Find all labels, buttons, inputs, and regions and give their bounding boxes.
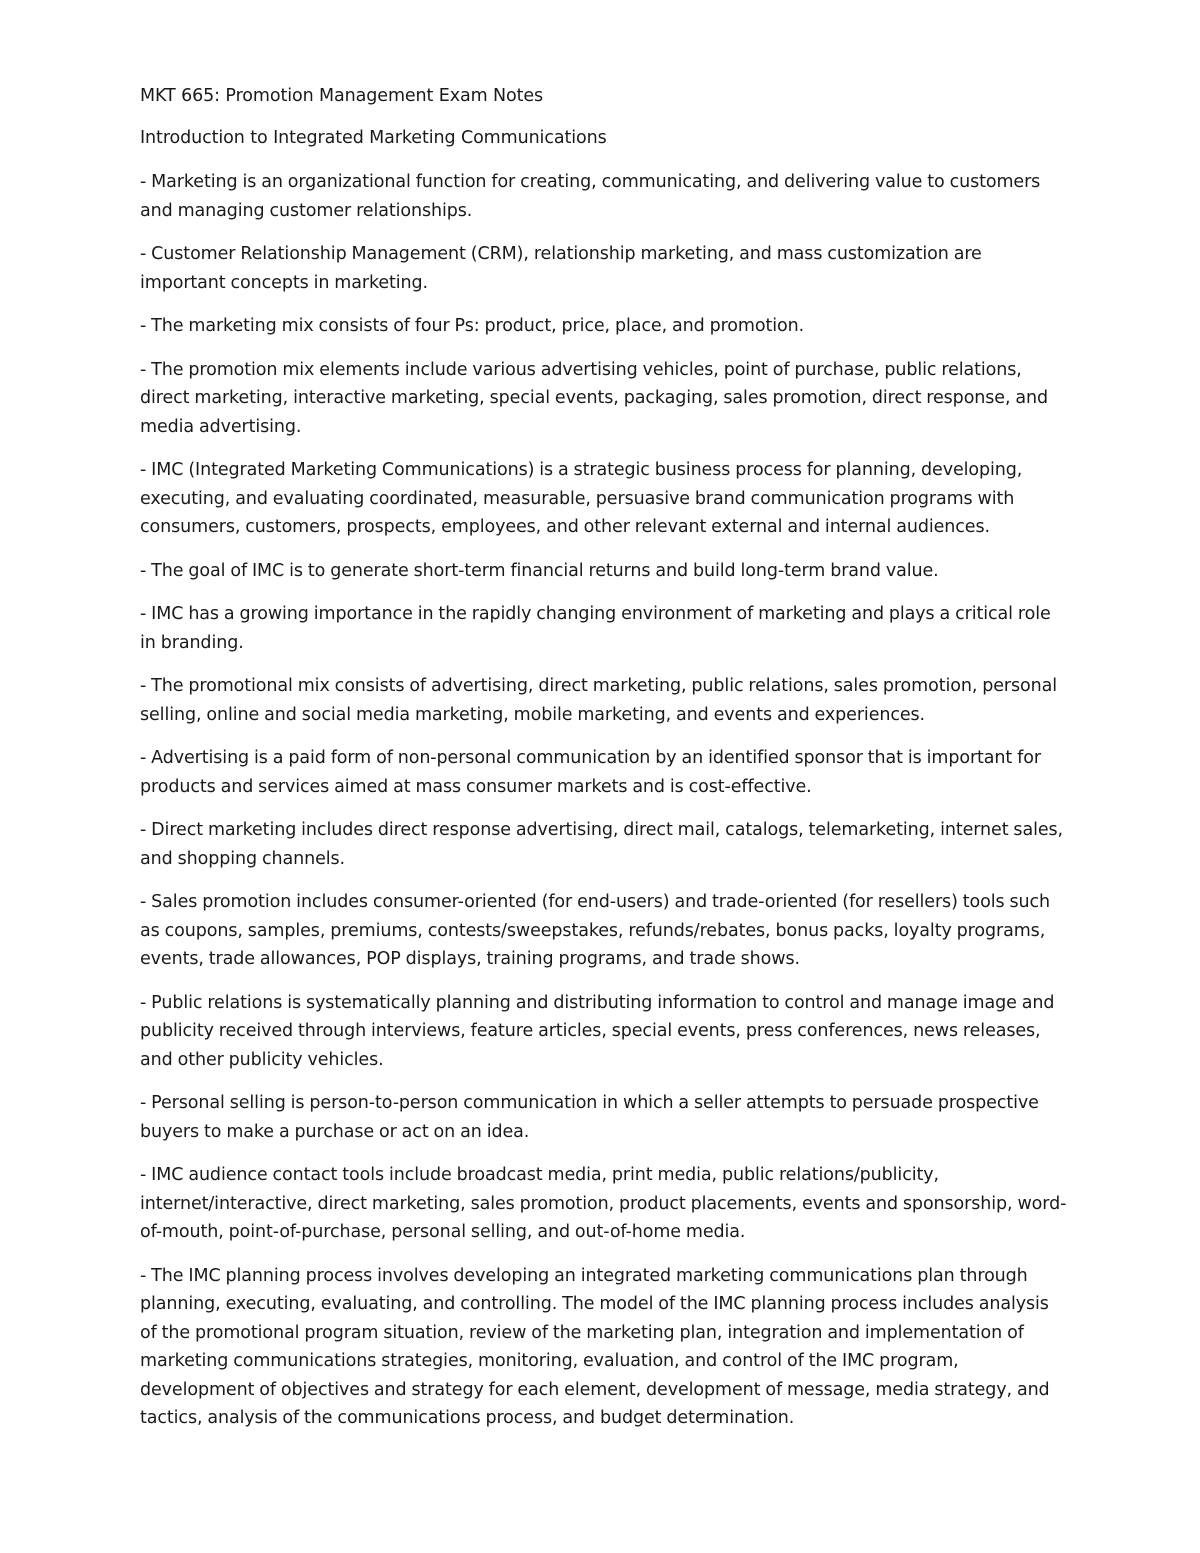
note-item: - Advertising is a paid form of non-personal communication by an identified sponsor that is important for products and services aimed at mass consumer markets and is cost-effective. [140,748,1041,797]
note-item: - The marketing mix consists of four Ps: product, price, place, and promotion. [140,316,805,336]
note-item: - Personal selling is person-to-person communication in which a seller attempts to persuade prospective buyers to make a purchase or act on an idea. [140,1093,1039,1142]
note-item: - IMC has a growing importance in the rapidly changing environment of marketing and plays a critical role in branding. [140,604,1051,653]
note-item: - The IMC planning process involves developing an integrated marketing communications plan through planning, executing, evaluating, and controlling. The model of the IMC planning process includes analysis of the promotional program situation, review of the marketing plan, integration and implementation of marketing communications strategies, monitoring, evaluation, and control of the IMC program, development of objectives and strategy for each element, development of message, media strategy, and tactics, analysis of the communications process, and budget determination. [140,1265,1050,1428]
page-title: MKT 665: Promotion Management Exam Notes [140,86,544,106]
note-item: - Public relations is systematically planning and distributing information to control and manage image and publicity received through interviews, feature articles, special events, press conferences, news releases, and other publicity vehicles. [140,992,1055,1070]
section-heading: Introduction to Integrated Marketing Communications [140,128,607,148]
note-item: - Marketing is an organizational function for creating, communicating, and delivering value to customers and managing customer relationships. [140,172,1041,221]
note-item: - Sales promotion includes consumer-oriented (for end-users) and trade-oriented (for resellers) tools such as coupons, samples, premiums, contests/sweepstakes, refunds/rebates, bonus packs, loyalty programs, events, trade allowances, POP displays, training programs, and trade shows. [140,892,1051,969]
note-item: - Customer Relationship Management (CRM), relationship marketing, and mass customization are important concepts in marketing. [140,244,982,293]
notes-list [140,168,1070,1433]
note-item: - The goal of IMC is to generate short-term financial returns and build long-term brand value. [140,560,939,581]
note-item: - IMC (Integrated Marketing Communications) is a strategic business process for planning, developing, executing, and evaluating coordinated, measurable, persuasive brand communication programs with consumers, customers, prospects, employees, and other relevant external and internal audiences. [140,460,1023,537]
note-item: - The promotion mix elements include various advertising vehicles, point of purchase, public relations, direct marketing, interactive marketing, special events, packaging, sales promotion, direct response, and media advertising. [140,359,1049,437]
note-item: - The promotional mix consists of advertising, direct marketing, public relations, sales promotion, personal selling, online and social media marketing, mobile marketing, and events and experiences. [140,676,1058,725]
note-item: - IMC audience contact tools include broadcast media, print media, public relations/publicity, internet/interactive, direct marketing, sales promotion, product placements, events and sponsorship, word-of-mouth, point-of-purchase, personal selling, and out-of-home media. [140,1165,1067,1242]
note-item: - Direct marketing includes direct response advertising, direct mail, catalogs, telemarketing, internet sales, and shopping channels. [140,820,1063,869]
